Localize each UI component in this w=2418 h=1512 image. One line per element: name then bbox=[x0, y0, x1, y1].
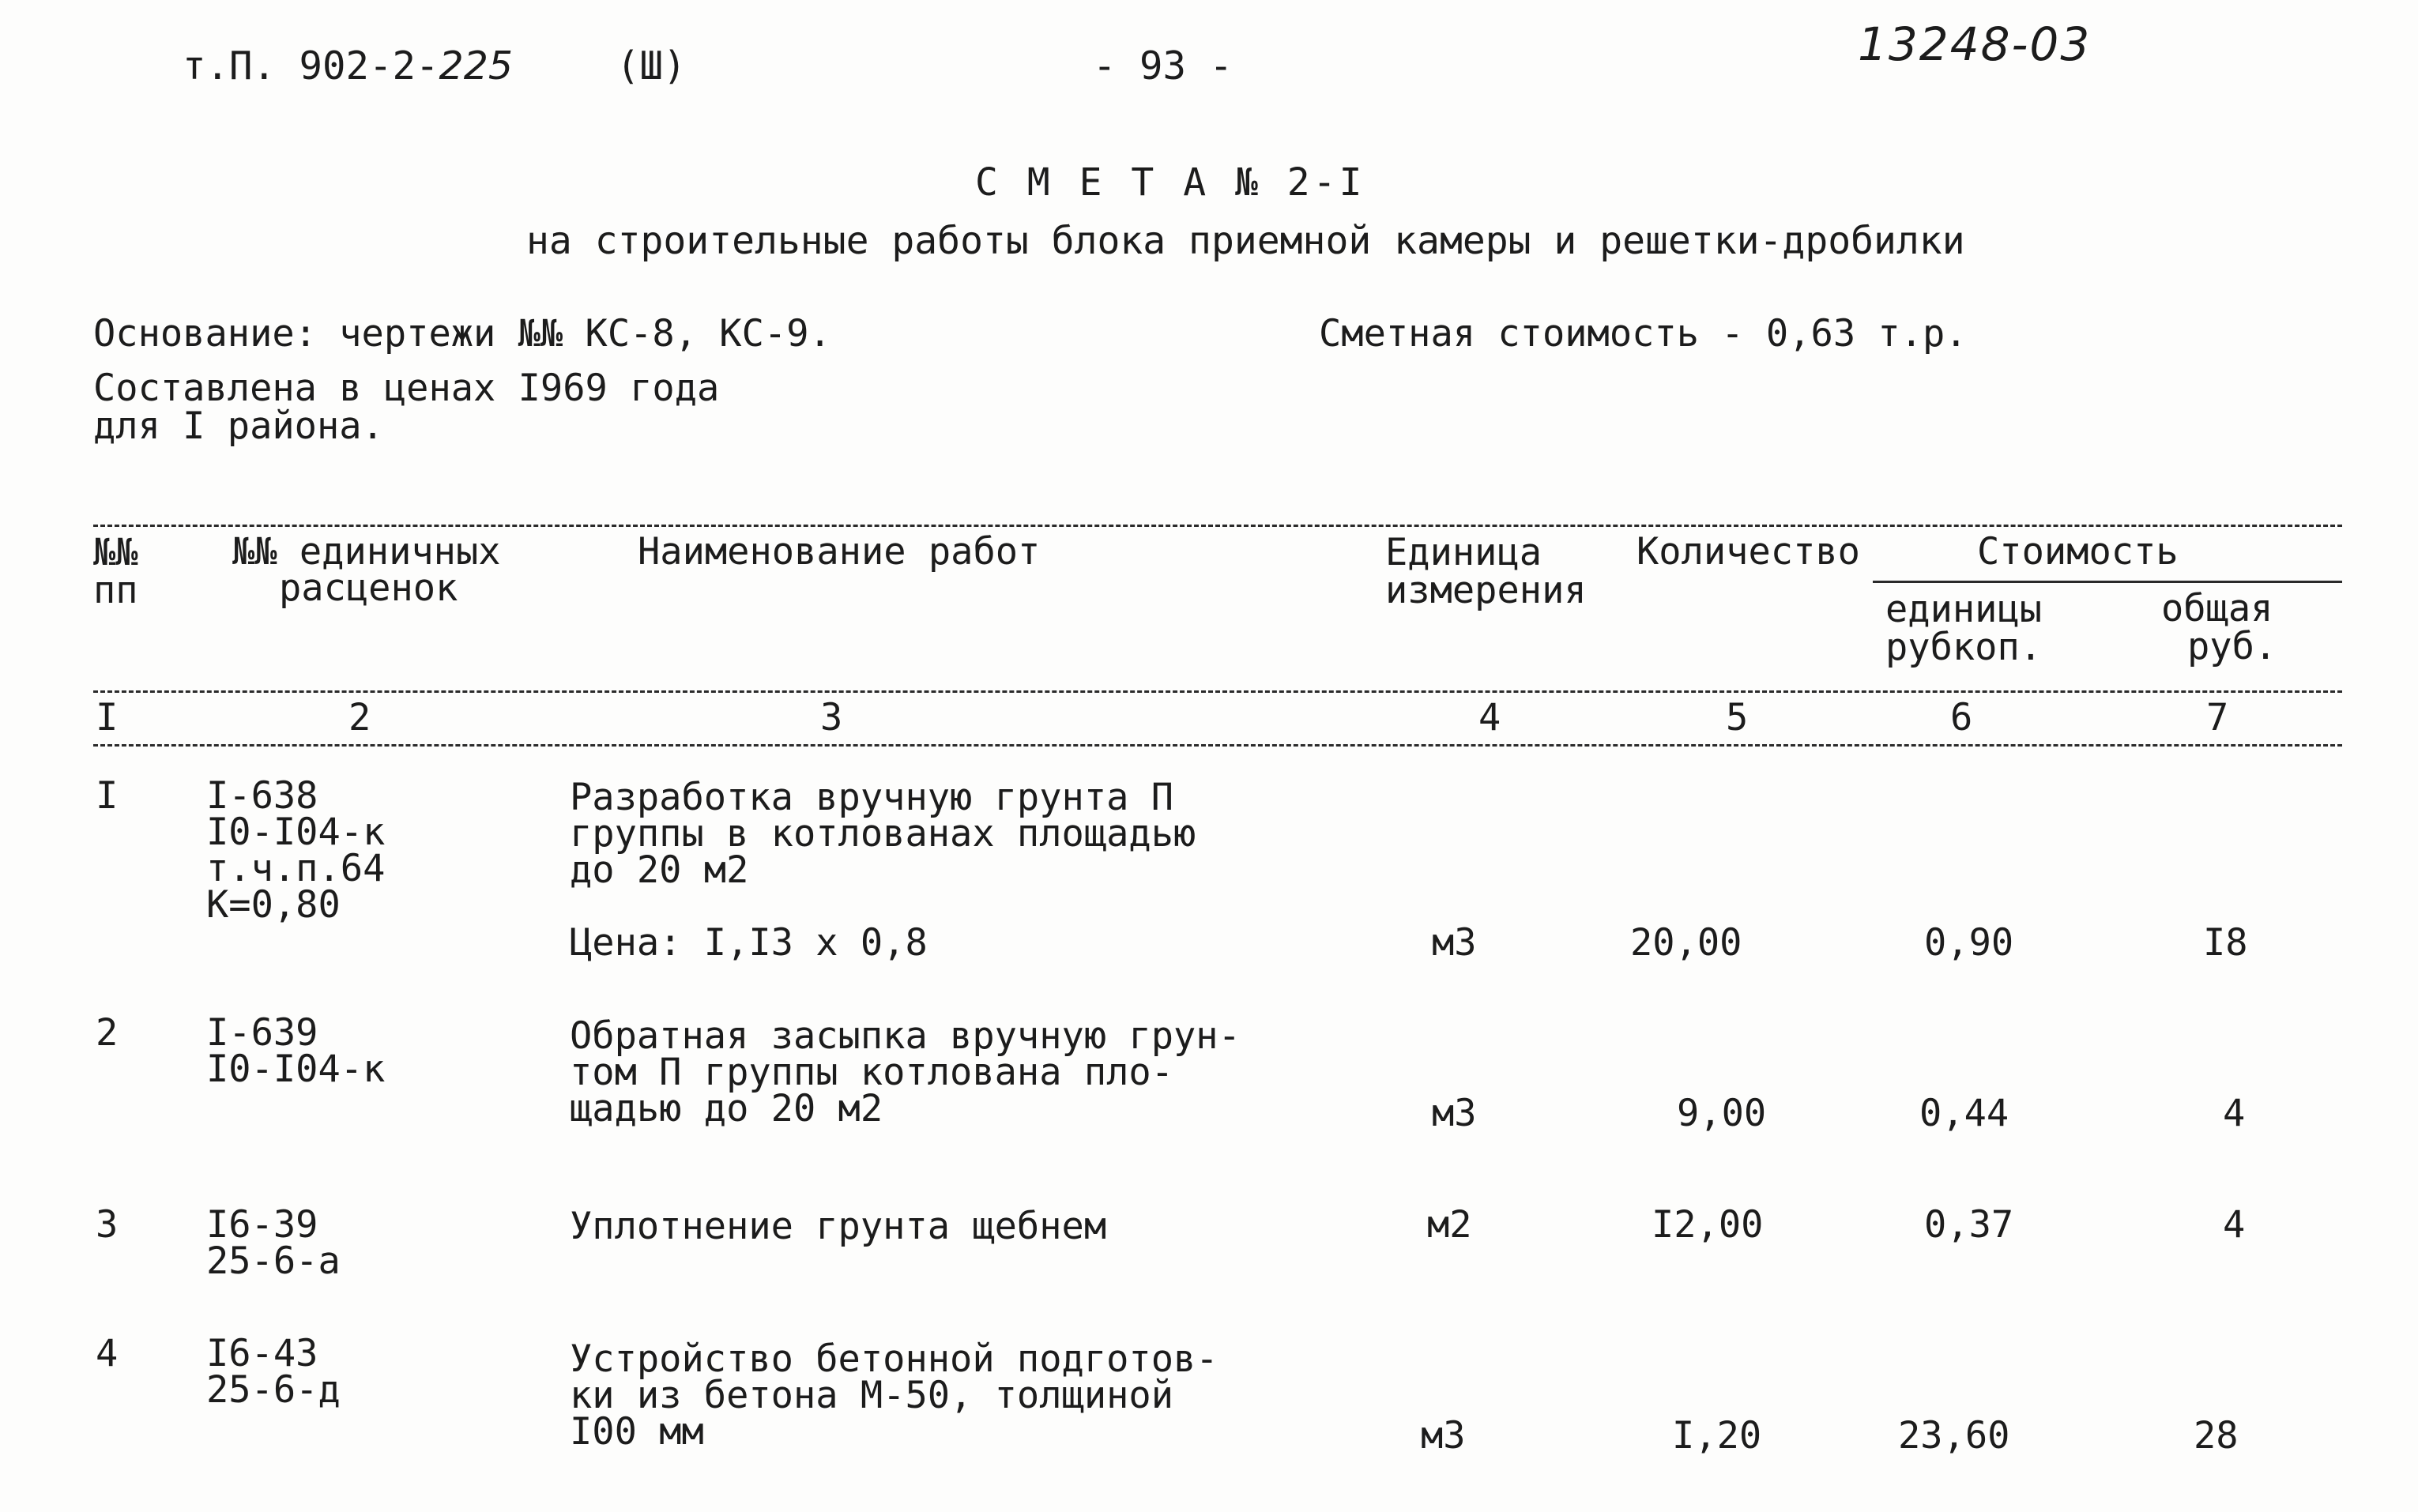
row-code: I-638 bbox=[206, 774, 318, 818]
row-total-cost: I8 bbox=[2203, 921, 2248, 965]
document-code-number: 225 bbox=[439, 43, 514, 88]
column-number: 6 bbox=[1950, 696, 1973, 739]
row-codes bbox=[206, 1011, 386, 1091]
column-number: 5 bbox=[1726, 696, 1749, 739]
row-description-line: до 20 м2 bbox=[570, 848, 749, 892]
document-subtitle: на строительные работы блока приемной камеры и решетки-дробилки bbox=[526, 219, 1965, 263]
row-codes bbox=[206, 1332, 341, 1412]
row-description-line: Устройство бетонной подготов- bbox=[570, 1337, 1218, 1381]
header-cost-unit bbox=[1885, 588, 2043, 669]
row-unit: м3 bbox=[1432, 1092, 1477, 1135]
row-description-line: щадью до 20 м2 bbox=[570, 1087, 883, 1130]
header-unit-line: измерения bbox=[1385, 569, 1587, 612]
row-description bbox=[570, 1014, 1241, 1130]
row-unit-cost: 23,60 bbox=[1898, 1414, 2010, 1457]
row-description-line: группы в котлованах площадью bbox=[570, 812, 1196, 856]
row-quantity: 9,00 bbox=[1677, 1092, 1767, 1135]
header-unit bbox=[1385, 531, 1587, 612]
header-rates-line: №№ единичных bbox=[232, 530, 501, 574]
row-code: I0-I04-к bbox=[206, 811, 386, 854]
row-code: 25-6-а bbox=[206, 1239, 341, 1283]
header-cost-total-line: общая bbox=[2161, 587, 2273, 630]
table-top-rule bbox=[93, 525, 2342, 527]
header-cost-total-line: руб. bbox=[2187, 625, 2277, 668]
header-quantity: Количество bbox=[1636, 530, 1860, 574]
handwritten-code: 13248-03 bbox=[1858, 17, 2092, 71]
row-description bbox=[570, 1205, 1107, 1248]
row-price-note: Цена: I,I3 x 0,8 bbox=[570, 921, 928, 965]
header-unit-line: Единица bbox=[1385, 531, 1542, 574]
row-codes bbox=[206, 774, 386, 927]
row-unit-cost: 0,44 bbox=[1919, 1092, 2009, 1135]
document-title: С М Е Т А № 2-I bbox=[975, 160, 1365, 205]
column-number: 4 bbox=[1478, 696, 1501, 739]
row-unit: м3 bbox=[1432, 921, 1477, 965]
cost-header-rule bbox=[1873, 581, 2342, 583]
header-cost-unit-line: единицы bbox=[1885, 588, 2043, 631]
column-number: 2 bbox=[348, 696, 371, 739]
row-num: 4 bbox=[96, 1332, 119, 1375]
column-number: I bbox=[96, 696, 119, 739]
column-number: 7 bbox=[2206, 696, 2229, 739]
row-description-line: том П группы котлована пло- bbox=[570, 1051, 1174, 1094]
row-code: I-639 bbox=[206, 1011, 318, 1055]
prices-note-line: для I района. bbox=[93, 404, 384, 448]
row-total-cost: 28 bbox=[2194, 1414, 2239, 1457]
row-num: 2 bbox=[96, 1011, 119, 1055]
page-number: - 93 - bbox=[1093, 43, 1233, 88]
row-num: 3 bbox=[96, 1203, 119, 1247]
row-unit-cost: 0,90 bbox=[1924, 921, 2014, 965]
estimated-cost: Сметная стоимость - 0,63 т.р. bbox=[1319, 312, 1968, 355]
row-code: 25-6-д bbox=[206, 1368, 341, 1412]
header-num bbox=[93, 531, 138, 612]
header-name: Наименование работ bbox=[638, 530, 1041, 574]
column-number: 3 bbox=[820, 696, 843, 739]
column-numbers-rule bbox=[93, 744, 2342, 747]
row-description-line: I00 мм bbox=[570, 1410, 704, 1454]
header-rates-line: расценок bbox=[279, 566, 458, 610]
header-num-line: №№ bbox=[93, 531, 138, 574]
row-codes bbox=[206, 1203, 341, 1283]
row-description-line: ки из бетона М-50, толщиной bbox=[570, 1374, 1174, 1417]
prices-note-line: Составлена в ценах I969 года bbox=[93, 367, 720, 410]
section-label: (Ш) bbox=[616, 43, 687, 88]
row-total-cost: 4 bbox=[2223, 1203, 2246, 1247]
document-code-prefix: т.П. 902-2- bbox=[183, 43, 439, 88]
row-description-line: Уплотнение грунта щебнем bbox=[570, 1205, 1107, 1248]
document-code bbox=[183, 43, 514, 88]
table-header-rule bbox=[93, 690, 2342, 693]
header-num-line: пп bbox=[93, 569, 138, 612]
row-quantity: 20,00 bbox=[1630, 921, 1742, 965]
row-total-cost: 4 bbox=[2223, 1092, 2246, 1135]
basis-text: Основание: чертежи №№ КС-8, КС-9. bbox=[93, 312, 831, 355]
row-description bbox=[570, 776, 1196, 892]
row-description-line: Разработка вручную грунта П bbox=[570, 776, 1174, 819]
row-code: I6-43 bbox=[206, 1332, 318, 1375]
header-cost-unit-line: рубкоп. bbox=[1885, 626, 2043, 669]
row-unit-cost: 0,37 bbox=[1924, 1203, 2014, 1247]
row-description bbox=[570, 1337, 1218, 1454]
row-code: I0-I04-к bbox=[206, 1047, 386, 1091]
row-num: I bbox=[96, 774, 119, 818]
row-quantity: I,20 bbox=[1672, 1414, 1762, 1457]
header-cost: Стоимость bbox=[1977, 530, 2179, 574]
row-code: I6-39 bbox=[206, 1203, 318, 1247]
row-code: т.ч.п.64 bbox=[206, 847, 386, 890]
row-quantity: I2,00 bbox=[1652, 1203, 1764, 1247]
prices-note bbox=[93, 367, 720, 448]
row-unit: м3 bbox=[1421, 1414, 1466, 1457]
row-code: К=0,80 bbox=[206, 883, 341, 927]
row-description-line: Обратная засыпка вручную грун- bbox=[570, 1014, 1241, 1058]
row-unit: м2 bbox=[1427, 1203, 1472, 1247]
